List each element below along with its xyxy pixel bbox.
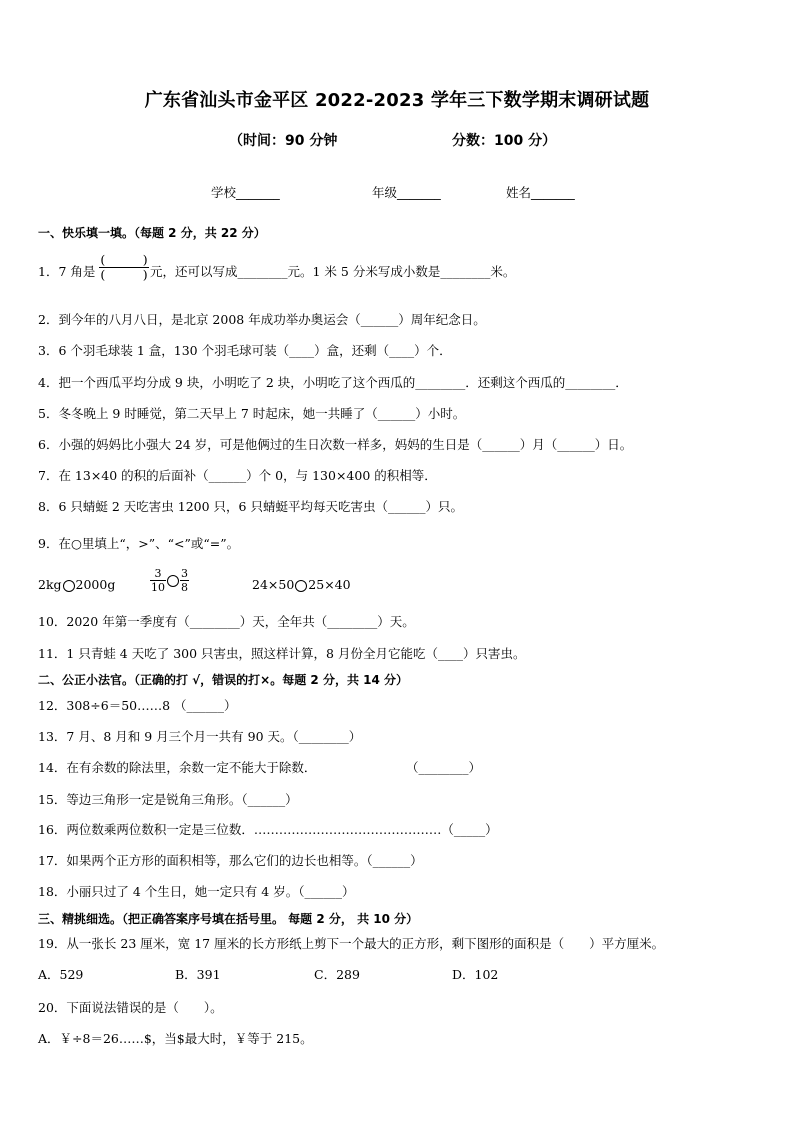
- question-20-stem: 20．下面说法错误的是（ ）。: [38, 1000, 223, 1015]
- question-13: 13．7 月、8 月和 9 月三个月一共有 90 天。（________）: [38, 729, 362, 744]
- question-2: 2．到今年的八月八日，是北京 2008 年成功举办奥运会（______）周年纪念日。: [38, 312, 486, 327]
- question-5: 5．冬冬晚上 9 时睡觉，第二天早上 7 时起床，她一共睡了（______）小时。: [38, 406, 466, 421]
- page-title: 广东省汕头市金平区 2022-2023 学年三下数学期末调研试题: [144, 90, 650, 111]
- question-1-fraction[interactable]: ( ) ( ): [100, 252, 148, 282]
- question-8: 8．6 只蜻蜓 2 天吃害虫 1200 只，6 只蜻蜓平均每天吃害虫（______）只。: [38, 499, 463, 514]
- question-19-option-b[interactable]: B．391: [175, 967, 221, 982]
- question-14: 14．在有余数的除法里，余数一定不能大于除数．: [38, 760, 317, 775]
- question-14-answer[interactable]: （________）: [406, 760, 482, 775]
- grade-field[interactable]: 年级_______: [372, 185, 441, 200]
- question-19-option-d[interactable]: D．102: [452, 967, 499, 982]
- section-2-heading: 二、公正小法官。（正确的打 √，错误的打×。每题 2 分，共 14 分）: [38, 673, 408, 687]
- compare-circle-2[interactable]: [167, 575, 179, 587]
- exam-time: （时间：90 分钟: [229, 133, 338, 149]
- school-field[interactable]: 学校_______: [211, 185, 280, 200]
- question-3: 3．6 个羽毛球装 1 盒，130 个羽毛球可装（____）盒，还剩（____）个．: [38, 343, 452, 358]
- question-12: 12．308÷6＝50……8 （______）: [38, 698, 237, 713]
- question-9-compare-3: [252, 577, 351, 593]
- exam-score: 分数：100 分）: [452, 133, 557, 149]
- question-1-part-a: 1．7 角是: [38, 264, 96, 279]
- question-1-part-b: 元，还可以写成________元。1 米 5 分米写成小数是________米。: [150, 264, 516, 279]
- section-3-heading: 三、精挑细选。（把正确答案序号填在括号里。 每题 2 分， 共 10 分）: [38, 912, 419, 926]
- question-19-stem: 19．从一张长 23 厘米，宽 17 厘米的长方形纸上剪下一个最大的正方形，剩下图形的面积是（ ）平方厘米。: [38, 936, 665, 951]
- question-19-option-c[interactable]: C．289: [314, 967, 360, 982]
- question-17: 17．如果两个正方形的面积相等，那么它们的边长也相等。（______）: [38, 853, 423, 868]
- question-9-compare-1: [38, 577, 115, 593]
- question-11: 11．1 只青蛙 4 天吃了 300 只害虫，照这样计算，8 月份全月它能吃（____）只害虫。: [38, 646, 526, 661]
- question-6: 6．小强的妈妈比小强大 24 岁，可是他俩过的生日次数一样多，妈妈的生日是（______）月（______）日。: [38, 437, 633, 452]
- question-19-option-a[interactable]: A．529: [38, 967, 84, 982]
- question-7: 7．在 13×40 的积的后面补（______）个 0，与 130×400 的积相等．: [38, 468, 437, 483]
- name-field[interactable]: 姓名_______: [506, 185, 575, 200]
- question-9-compare-2: [150, 567, 189, 594]
- question-10: 10．2020 年第一季度有（________）天，全年共（________）天。: [38, 614, 415, 629]
- question-18: 18．小丽只过了 4 个生日，她一定只有 4 岁。（______）: [38, 884, 355, 899]
- fraction-3-8: $\frac{3}{8}$: [181, 567, 188, 594]
- section-1-heading: 一、快乐填一填。（每题 2 分，共 22 分）: [38, 226, 266, 240]
- compare-circle-1[interactable]: [63, 580, 75, 592]
- question-16: 16．两位数乘两位数积一定是三位数．………………………………………（_____）: [38, 822, 498, 837]
- question-9-stem: 9．在○里填上“，>”、“<”或“=”。: [38, 536, 240, 551]
- compare-1-right: 2000g: [75, 577, 116, 592]
- compare-circle-3[interactable]: [295, 580, 307, 592]
- question-4: 4．把一个西瓜平均分成 9 块，小明吃了 2 块，小明吃了这个西瓜的________．还剩这个西瓜的________．: [38, 375, 628, 390]
- question-20-option-a[interactable]: A．￥÷8＝26……$，当$最大时，￥等于 215。: [38, 1031, 313, 1046]
- question-15: 15．等边三角形一定是锐角三角形。（______）: [38, 792, 298, 807]
- compare-3-right: 25×40: [308, 577, 351, 592]
- fraction-3-10: $\frac{3}{10}$: [151, 567, 165, 594]
- compare-1-left: 2kg: [38, 577, 62, 592]
- compare-3-left: 24×50: [252, 577, 295, 592]
